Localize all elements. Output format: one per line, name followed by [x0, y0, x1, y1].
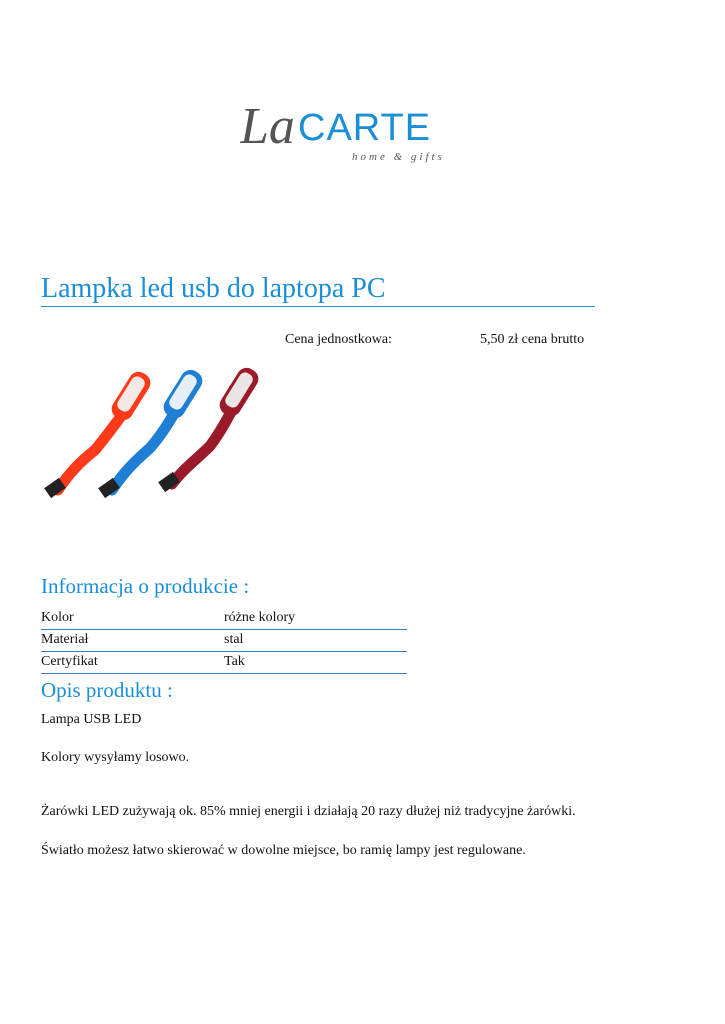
logo-brand-rest: CARTE — [298, 107, 432, 149]
usb-lamp-red — [44, 368, 154, 498]
logo-tagline: home & gifts — [352, 151, 445, 163]
lacarte-logo — [240, 88, 450, 168]
info-value: różne kolory — [224, 610, 296, 625]
info-key: Materiał — [41, 632, 89, 647]
table-row — [41, 652, 407, 674]
description-paragraph: Kolory wysyłamy losowo. — [41, 750, 190, 765]
info-heading: Informacja o produkcie : — [41, 574, 250, 598]
price-value: 5,50 zł cena brutto — [480, 332, 585, 347]
info-value: stal — [224, 632, 244, 647]
info-key: Certyfikat — [41, 654, 98, 669]
info-key: Kolor — [41, 610, 74, 625]
page-title: Lampka led usb do laptopa PC — [41, 272, 595, 307]
usb-lamp-burgundy — [158, 364, 260, 492]
product-image — [40, 362, 260, 510]
description-paragraph: Żarówki LED zużywają ok. 85% mniej energii i działają 20 razy dłużej niż tradycyjne żarówki. — [41, 804, 576, 819]
description-paragraph: Światło możesz łatwo skierować w dowolne miejsce, bo ramię lampy jest regulowane. — [41, 843, 526, 858]
description-paragraph: Lampa USB LED — [41, 712, 142, 727]
logo-brand-main: La — [240, 98, 295, 155]
description-heading: Opis produktu : — [41, 678, 173, 702]
info-value: Tak — [224, 654, 245, 669]
price-label: Cena jednostkowa: — [285, 332, 392, 347]
table-row — [41, 630, 407, 652]
table-row — [41, 608, 407, 630]
product-info-table — [41, 608, 407, 674]
